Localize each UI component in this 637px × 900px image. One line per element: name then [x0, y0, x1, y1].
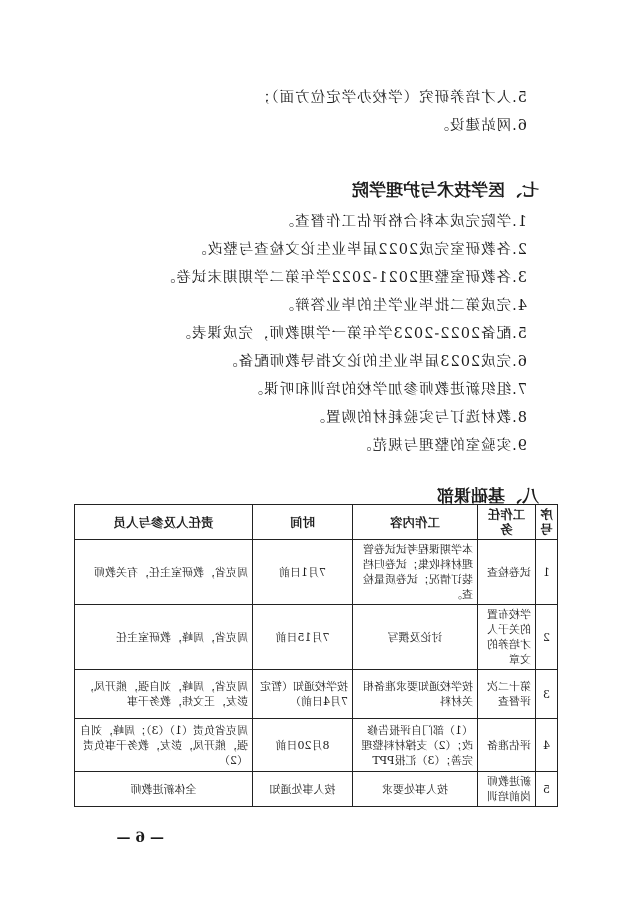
cell-content: 讨论及撰写	[353, 605, 478, 670]
cell-content: 按学校通知要求准备相关材料	[353, 670, 478, 719]
section-8-heading: 八、基础课部	[437, 487, 539, 507]
section-7-item: 7.组织新进教师参加学校的培训和听课。	[247, 382, 527, 398]
cell-content: 按人事处要求	[353, 772, 478, 807]
cell-task: 学校布置的关于人才培养的文章	[478, 605, 536, 670]
col-header-no: 序号	[536, 505, 558, 540]
cell-owner: 周克省，教研室主任，有关教师	[75, 540, 253, 605]
section-7-item: 1.学院完成本科合格评估工作督查。	[278, 214, 527, 230]
cell-time: 7月15日前	[253, 605, 353, 670]
section-7-item: 5.配备2022-2023学年第一学期教师，完成课表。	[175, 326, 527, 342]
cell-no: 2	[536, 605, 558, 670]
intro-item-5: 5.人才培养研究（学校办学定位方面）；	[254, 90, 527, 106]
col-header-task: 工作任务	[478, 505, 536, 540]
table-header-row	[75, 505, 558, 540]
col-header-content: 工作内容	[353, 505, 478, 540]
table-row	[75, 540, 558, 605]
col-header-owner: 责任人及参与人员	[75, 505, 253, 540]
cell-time: 7月1日前	[253, 540, 353, 605]
section-7-item: 4.完成第二批毕业学生的毕业答辩。	[278, 298, 527, 314]
cell-content: （1）部门自评报告修改；（2）支撑材料整理完善；（3）汇报PPT	[353, 719, 478, 772]
cell-owner: 全体新进教师	[75, 772, 253, 807]
cell-no: 4	[536, 719, 558, 772]
col-header-time: 时间	[253, 505, 353, 540]
table-row	[75, 670, 558, 719]
cell-no: 5	[536, 772, 558, 807]
cell-time: 按人事处通知	[253, 772, 353, 807]
cell-time: 8月20日前	[253, 719, 353, 772]
intro-item-6: 6.网站建设。	[433, 118, 527, 134]
cell-time: 按学校通知（暂定7月4日前）	[253, 670, 353, 719]
table-row	[75, 605, 558, 670]
cell-task: 评估准备	[478, 719, 536, 772]
section-7-item: 6.完成2023届毕业生的论文指导教师配备。	[222, 354, 527, 370]
section-7-item: 2.各教研室完成2022届毕业生论文检查与整改。	[191, 242, 527, 258]
section-7-item: 3.各教研室整理2021-2022学年第二学期期末试卷。	[159, 270, 527, 286]
cell-task: 新进教师岗前培训	[478, 772, 536, 807]
cell-no: 3	[536, 670, 558, 719]
cell-content: 本学期课程考试试卷管理材料收集；试卷归档装订情况；试卷质量检查。	[353, 540, 478, 605]
cell-owner: 周克省，周峰，教研室主任	[75, 605, 253, 670]
section-7-item: 8.教材选订与实验耗材的购置。	[309, 410, 527, 426]
cell-task: 第十二次评督查	[478, 670, 536, 719]
table-row	[75, 772, 558, 807]
table-row	[75, 719, 558, 772]
cell-owner: 周克省负责（1）（3）；周峰，刘自强，熊开凤，彭友，教务干事负责（2）	[75, 719, 253, 772]
page-number: — 6 —	[116, 830, 164, 846]
section-7-item: 9.实验室的整理与规范。	[356, 438, 527, 454]
cell-no: 1	[536, 540, 558, 605]
work-plan-table	[74, 504, 558, 807]
cell-owner: 周克省，周峰，刘自强，熊开凤，彭友，王文炜，教务干事	[75, 670, 253, 719]
cell-task: 试卷检查	[478, 540, 536, 605]
section-7-heading: 七、医学技术与护理学院	[352, 181, 539, 201]
